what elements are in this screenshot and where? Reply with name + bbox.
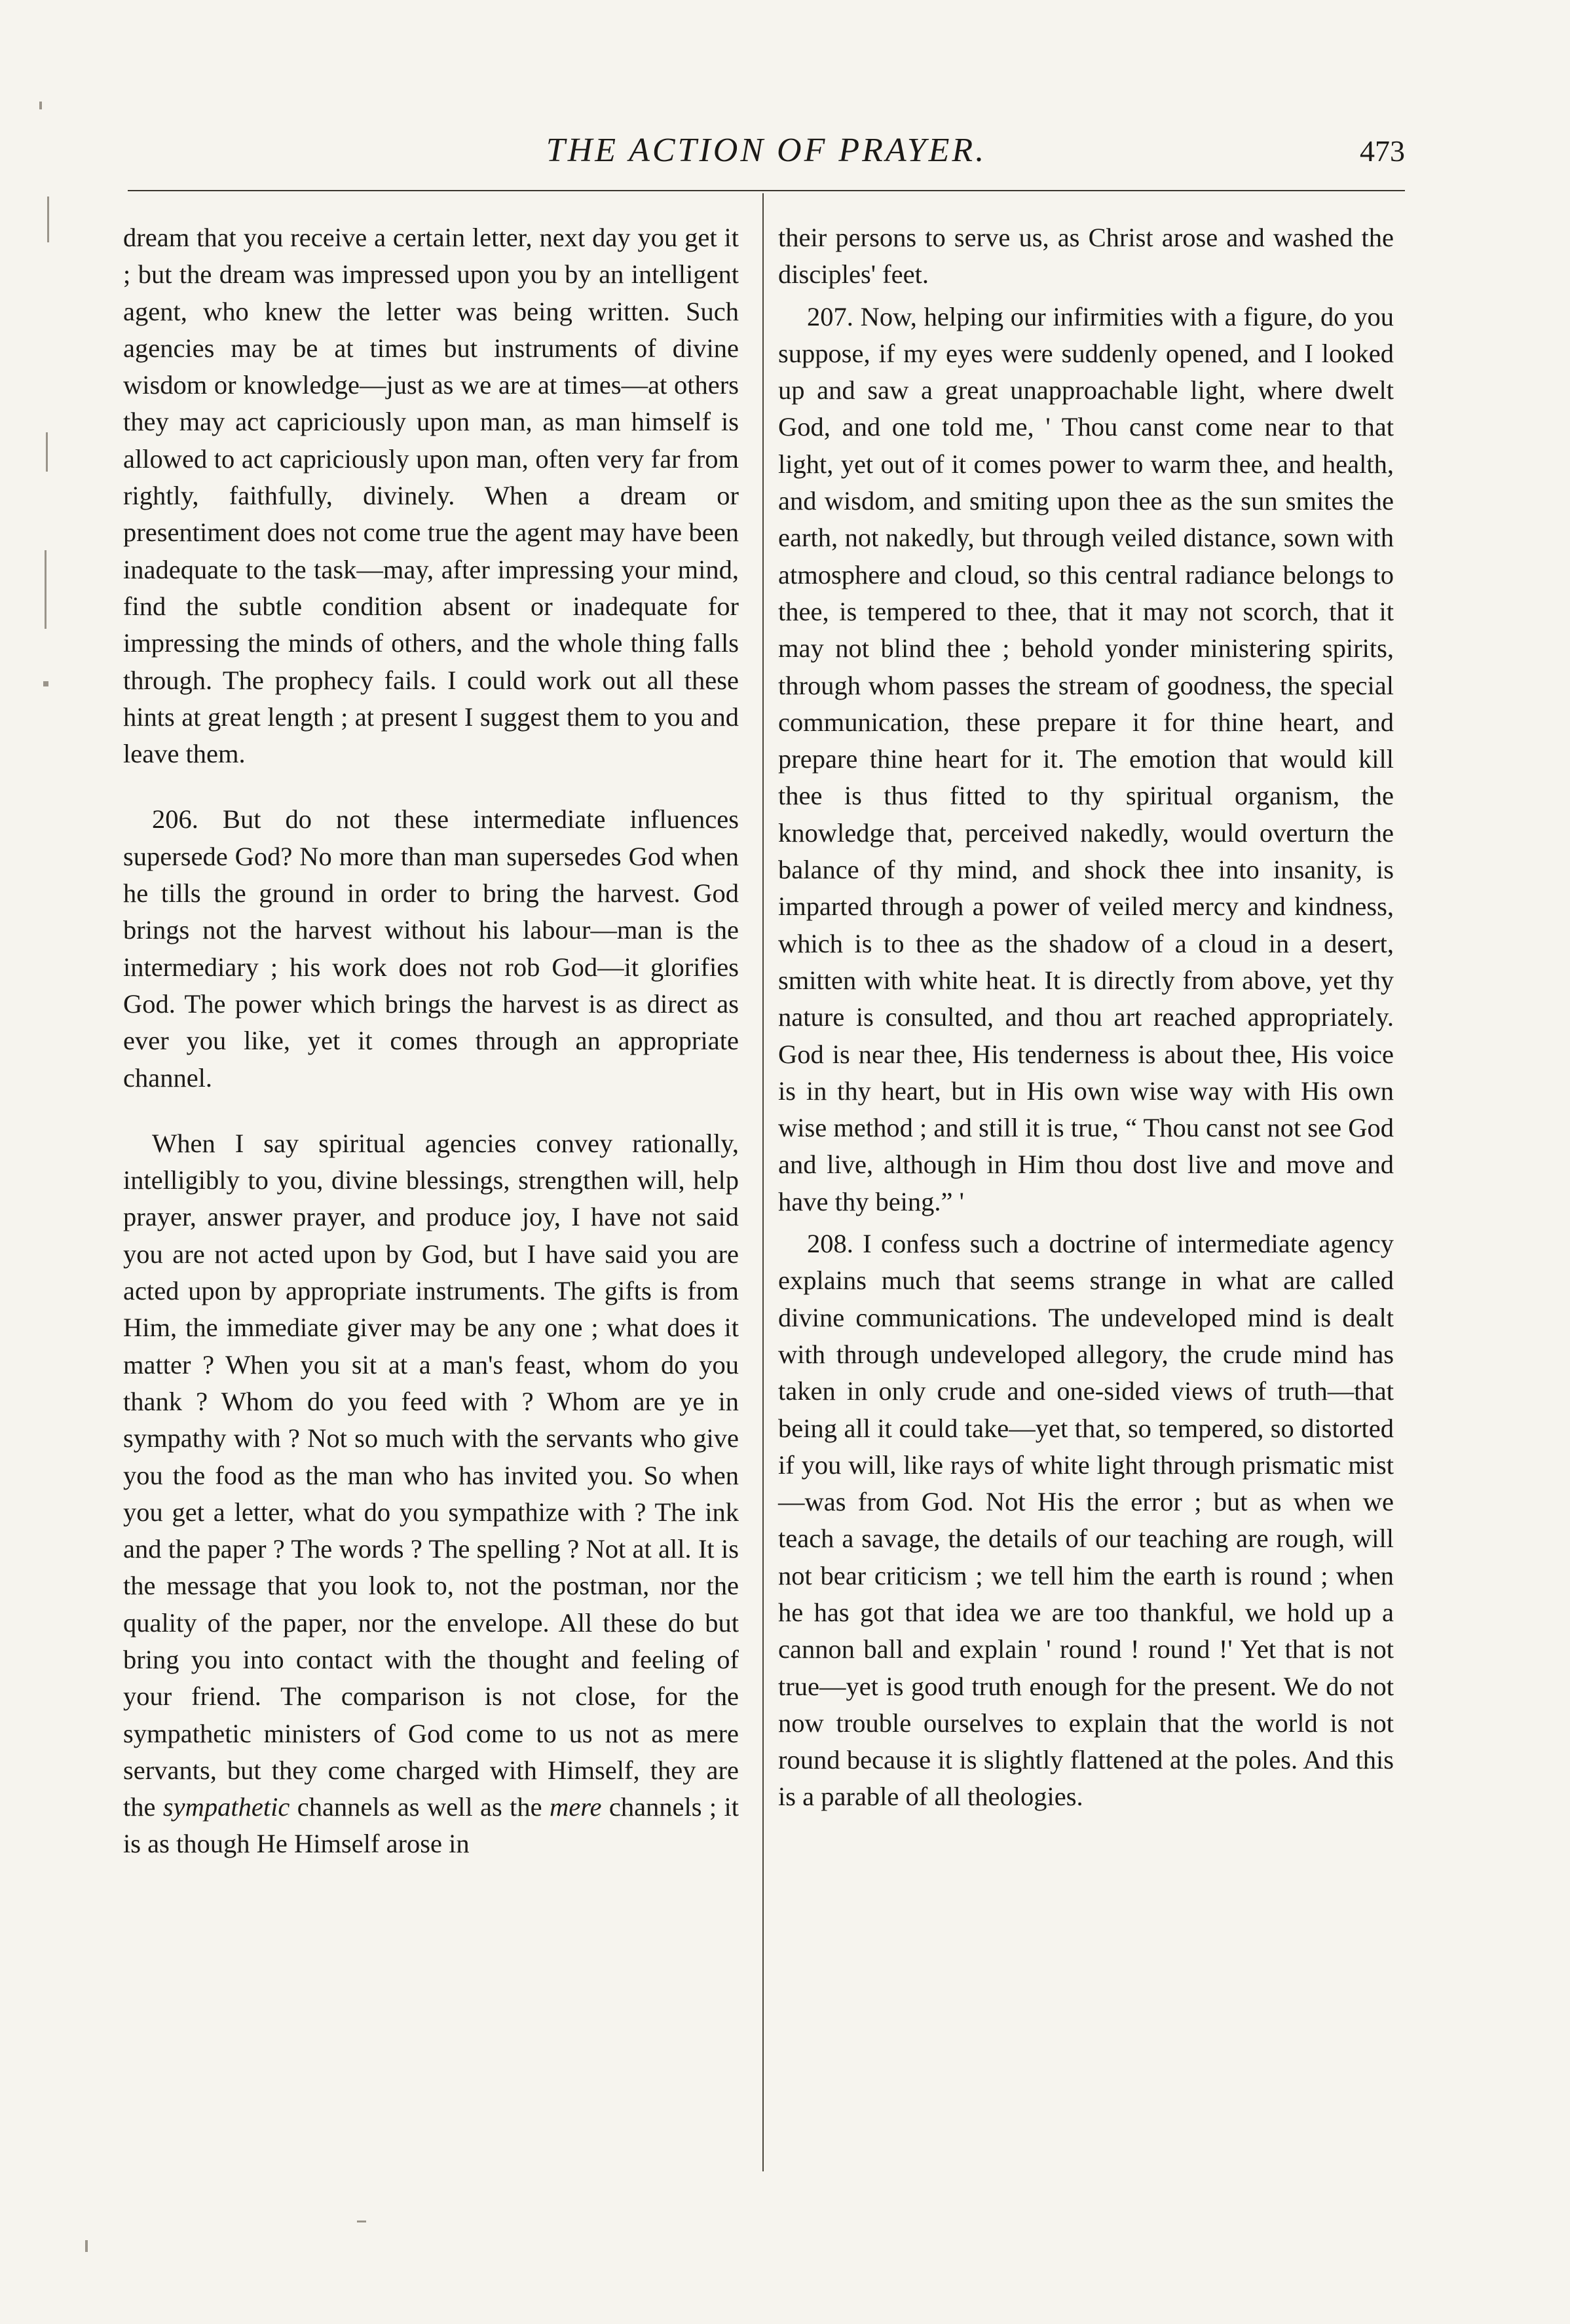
paragraph-207: 207. Now, helping our infirmities with a figure, do you suppose, if my eyes were suddenly opened, and I looked up and saw a great unapproachable light, where dwelt God, and one told me, ' Thou canst come near to that light, yet out of it comes power to warm thee, and health, and wisdom, and smiting upon thee as the sun smites the earth, not nakedly, but through veiled distance, sown with atmosphere and cloud, so this central radiance belongs to thee, is tempered to thee, that it may not scorch, that it may not blind thee ; behold yonder ministering spirits, through whom passes the stream of goodness, the special communication, these prepare it for thine heart, and prepare thine heart for it. The emotion that would kill thee is thus fitted to thy spiritual organism, the knowledge that, perceived nakedly, would overturn the balance of thy mind, and shock thee into insanity, is imparted through a power of veiled mercy and kindness, which is to thee as the shadow of a cloud in a desert, smitten with white heat. It is directly from above, yet thy nature is consulted, and thou art reached appropriately. God is near thee, His tenderness is about thee, His voice is in thy heart, but in His own wise way with His own wise method ; and still it is true, “ Thou canst not see God and live, although in Him thou dost live and move and have thy being.” ' xyxy=(778,301,1394,1216)
paragraph-text: When I say spiritual agencies convey rationally, intelligibly to you, divine blessings, strengthen will, help prayer, answer prayer, and produce joy, I have not said you are not acted upon by God, but I have said you are acted upon by appropriate instruments. The gifts is from Him, the immediate giver may be any one ; what does it matter ? When you sit at a man's feast, whom do you thank ? Whom do you feed with ? Whom are ye in sympathy with ? Not so much with the servants who give you the food as the man who has invited you. So when you get a letter, what do you sympathize with ? The ink and the paper ? The words ? The spelling ? Not at all. It is the message that you look to, not the postman, nor the quality of the paper, nor the envelope. All these do but bring you into contact with the thought and feeling of your friend. The comparison is not close, for the sympathetic ministers of God come to us not as mere servants, but they come charged with Himself, they are the xyxy=(123,1128,739,1822)
margin-speck xyxy=(357,2221,366,2222)
emphasis-mere: mere xyxy=(550,1792,602,1822)
running-head xyxy=(128,131,1405,177)
margin-speck xyxy=(43,681,48,686)
margin-speck xyxy=(45,550,47,629)
right-column xyxy=(778,219,1394,1816)
paragraph-text: channels as well as the xyxy=(297,1792,542,1822)
margin-speck xyxy=(47,197,49,242)
paragraph-text: channels ; it is as though He Himself arose in xyxy=(123,1792,739,1859)
margin-speck xyxy=(39,102,42,109)
paragraph-continued: dream that you receive a certain letter, next day you get it ; but the dream was impressed upon you by an intelligent agent, who knew the letter was being written. Such agencies may be at times but instruments of divine wisdom or knowledge—just as we are at times—at others they may act capriciously upon man, as man himself is allowed to act capriciously upon man, often very far from rightly, faithfully, divinely. When a dream or presentiment does not come true the agent may have been inadequate to the task—may, after impressing your mind, find the subtle condition absent or inadequate for impressing the minds of others, and the whole thing falls through. The prophecy fails. I could work out all these hints at great length ; at present I suggest them to you and leave them. xyxy=(123,223,739,769)
paragraph-spiritual-agencies xyxy=(123,1125,739,1863)
margin-speck xyxy=(46,432,48,472)
emphasis-sympathetic: sympathetic xyxy=(162,1792,290,1822)
page-number: 473 xyxy=(1360,134,1405,168)
paragraph-206: 206. But do not these intermediate influences supersede God? No more than man supersedes God when he tills the ground in order to bring the harvest. God brings not the harvest without his labour—man is the intermediary ; his work does not rob God—it glorifies God. The power which brings the harvest is as direct as ever you like, yet it comes through an appropriate channel. xyxy=(123,804,739,1093)
margin-speck xyxy=(85,2240,88,2252)
header-rule xyxy=(128,190,1405,191)
paragraph-208: 208. I confess such a doctrine of intermediate agency explains much that seems strange in what are called divine communications. The undeveloped mind is dealt with through undeveloped allegory, the crude mind has taken in only crude and one-sided views of truth—that being all it could take—yet that, so tempered, so distorted if you will, like rays of white light through prismatic mist—was from God. Not His the error ; but as when we teach a savage, the details of our teaching are rough, will not bear criticism ; we tell him the earth is round ; when he has got that idea we are too thankful, we hold up a cannon ball and explain ' round ! round !' Yet that is not true—yet is good truth enough for the present. We do not now trouble ourselves to explain that the world is not round because it is slightly flattened at the poles. And this is a parable of all theologies. xyxy=(778,1229,1394,1812)
paragraph-continued: their persons to serve us, as Christ arose and washed the disciples' feet. xyxy=(778,223,1394,290)
left-column xyxy=(123,219,739,1863)
column-divider xyxy=(762,193,764,2171)
running-title: THE ACTION OF PRAYER. xyxy=(546,132,987,169)
